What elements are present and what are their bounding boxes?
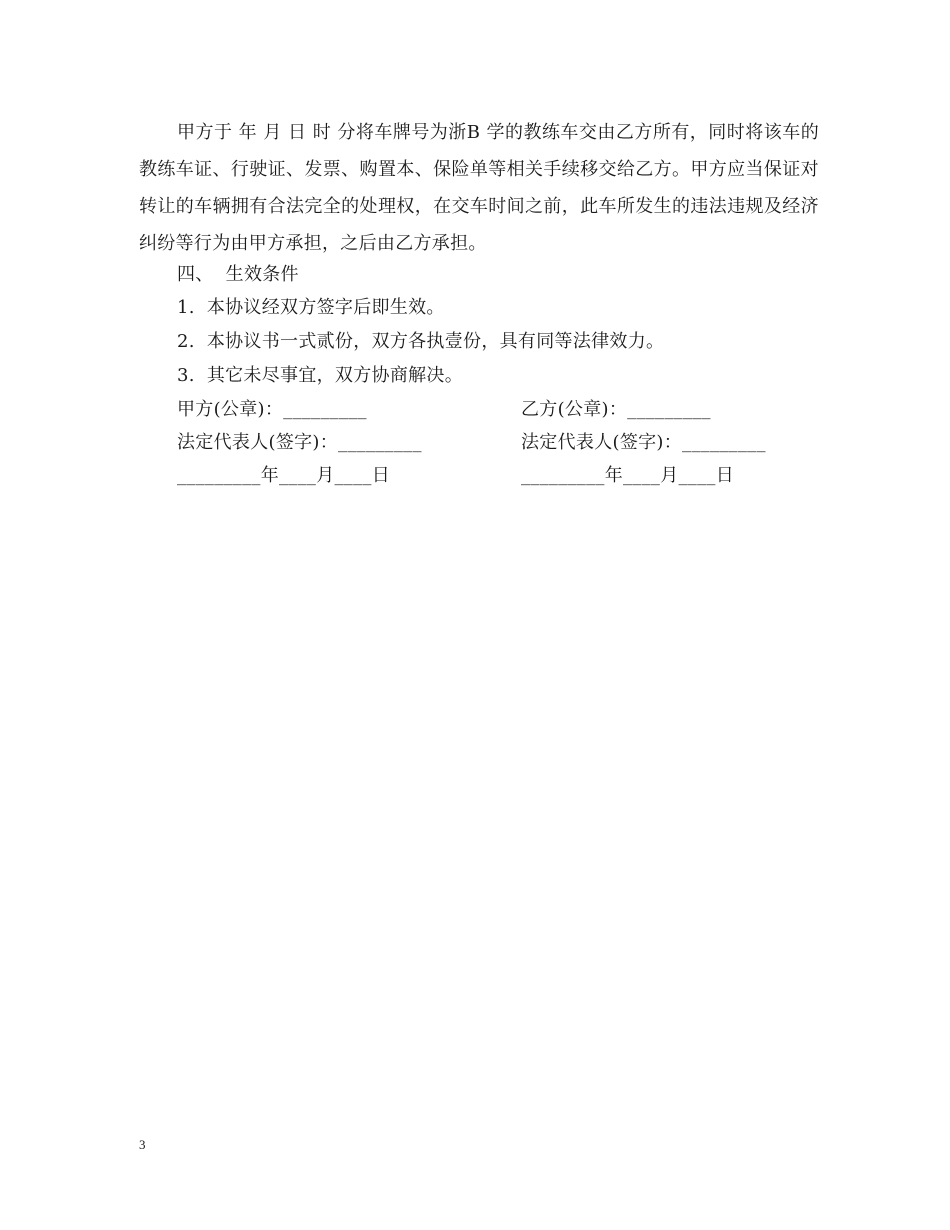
party-a-representative-line: 法定代表人(签字)：_________ <box>177 432 422 453</box>
party-b-seal-line: 乙方(公章)：_________ <box>521 399 711 420</box>
party-a-date-line: _________年____月____日 <box>177 465 390 486</box>
clause-2: 2. 本协议书一式贰份，双方各执壹份，具有同等法律效力。 <box>177 331 665 352</box>
body-paragraph: 甲方于 年 月 日 时 分将车牌号为浙B 学的教练车交由乙方所有，同时将该车的教练车证、行驶证、发票、购置本、保险单等相关手续移交给乙方。甲方应当保证对转让的车辆拥有合法完全的处理权，在交车时间之前，此车所发生的违法违规及经济纠纷等行为由甲方承担，之后由乙方承担。 <box>139 122 819 254</box>
party-b-date-line: _________年____月____日 <box>521 465 734 486</box>
clause-1: 1. 本协议经双方签字后即生效。 <box>177 297 445 318</box>
party-a-seal-line: 甲方(公章)：_________ <box>177 399 367 420</box>
page-number: 3 <box>139 1137 146 1152</box>
section-heading: 四、 生效条件 <box>177 264 299 285</box>
clause-3: 3. 其它未尽事宜，双方协商解决。 <box>177 365 464 386</box>
party-b-representative-line: 法定代表人(签字)：_________ <box>521 432 766 453</box>
